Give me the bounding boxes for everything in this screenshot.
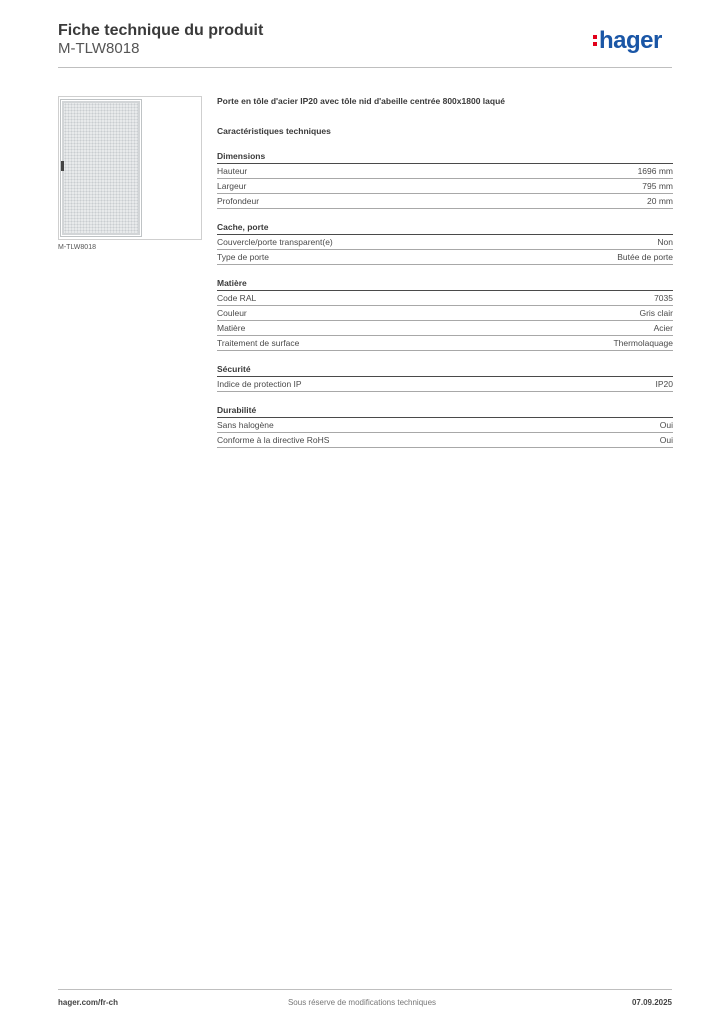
page-title: Fiche technique du produit <box>58 22 264 39</box>
image-caption: M-TLW8018 <box>58 244 96 251</box>
spec-row <box>217 306 673 321</box>
spec-row <box>217 235 673 250</box>
section-matiere <box>217 278 673 351</box>
section-dimensions <box>217 151 673 209</box>
spec-value: Butée de porte <box>617 252 673 262</box>
section-title: Durabilité <box>217 405 673 418</box>
spec-row <box>217 377 673 392</box>
product-code: M-TLW8018 <box>58 40 140 57</box>
section-title: Sécurité <box>217 364 673 377</box>
spec-label: Hauteur <box>217 166 248 176</box>
section-securite <box>217 364 673 392</box>
section-title: Cache, porte <box>217 222 673 235</box>
spec-label: Couvercle/porte transparent(e) <box>217 237 333 247</box>
footer-divider <box>58 989 672 990</box>
footer-notice: Sous réserve de modifications techniques <box>287 998 437 1007</box>
spec-label: Code RAL <box>217 293 257 303</box>
spec-value: 20 mm <box>647 196 673 206</box>
spec-row <box>217 164 673 179</box>
spec-value: Gris clair <box>639 308 673 318</box>
spec-label: Traitement de surface <box>217 338 300 348</box>
section-title: Matière <box>217 278 673 291</box>
spec-row <box>217 194 673 209</box>
spec-row <box>217 321 673 336</box>
hager-logo <box>593 28 662 54</box>
spec-value: Non <box>657 237 673 247</box>
spec-row <box>217 179 673 194</box>
spec-row <box>217 418 673 433</box>
spec-label: Couleur <box>217 308 247 318</box>
spec-value: 1696 mm <box>637 166 673 176</box>
spec-row <box>217 291 673 306</box>
spec-value: IP20 <box>655 379 673 389</box>
spec-value: Oui <box>659 420 673 430</box>
header-divider <box>58 67 672 68</box>
section-title: Dimensions <box>217 151 673 164</box>
spec-content <box>217 95 673 448</box>
spec-value: 7035 <box>654 293 673 303</box>
spec-label: Conforme à la directive RoHS <box>217 435 330 445</box>
spec-label: Sans halogène <box>217 420 274 430</box>
spec-value: Acier <box>653 323 673 333</box>
spec-label: Matière <box>217 323 246 333</box>
spec-label: Indice de protection IP <box>217 379 302 389</box>
product-image <box>58 96 202 240</box>
spec-label: Type de porte <box>217 252 269 262</box>
spec-value: Thermolaquage <box>613 338 673 348</box>
specs-heading: Caractéristiques techniques <box>217 126 331 136</box>
spec-label: Largeur <box>217 181 247 191</box>
door-panel-icon <box>62 101 140 235</box>
product-description: Porte en tôle d'acier IP20 avec tôle nid d'abeille centrée 800x1800 laqué <box>217 96 505 106</box>
spec-row <box>217 336 673 351</box>
section-durabilite <box>217 405 673 448</box>
spec-label: Profondeur <box>217 196 260 206</box>
spec-row <box>217 433 673 448</box>
spec-value: Oui <box>659 435 673 445</box>
footer-website-link[interactable]: hager.com/fr-ch <box>58 998 119 1007</box>
door-handle-icon <box>61 161 64 171</box>
logo-dots-icon <box>593 33 597 47</box>
spec-value: 795 mm <box>642 181 673 191</box>
spec-row <box>217 250 673 265</box>
footer-date: 07.09.2025 <box>631 998 672 1007</box>
logo-text: hager <box>599 27 662 54</box>
section-cache-porte <box>217 222 673 265</box>
